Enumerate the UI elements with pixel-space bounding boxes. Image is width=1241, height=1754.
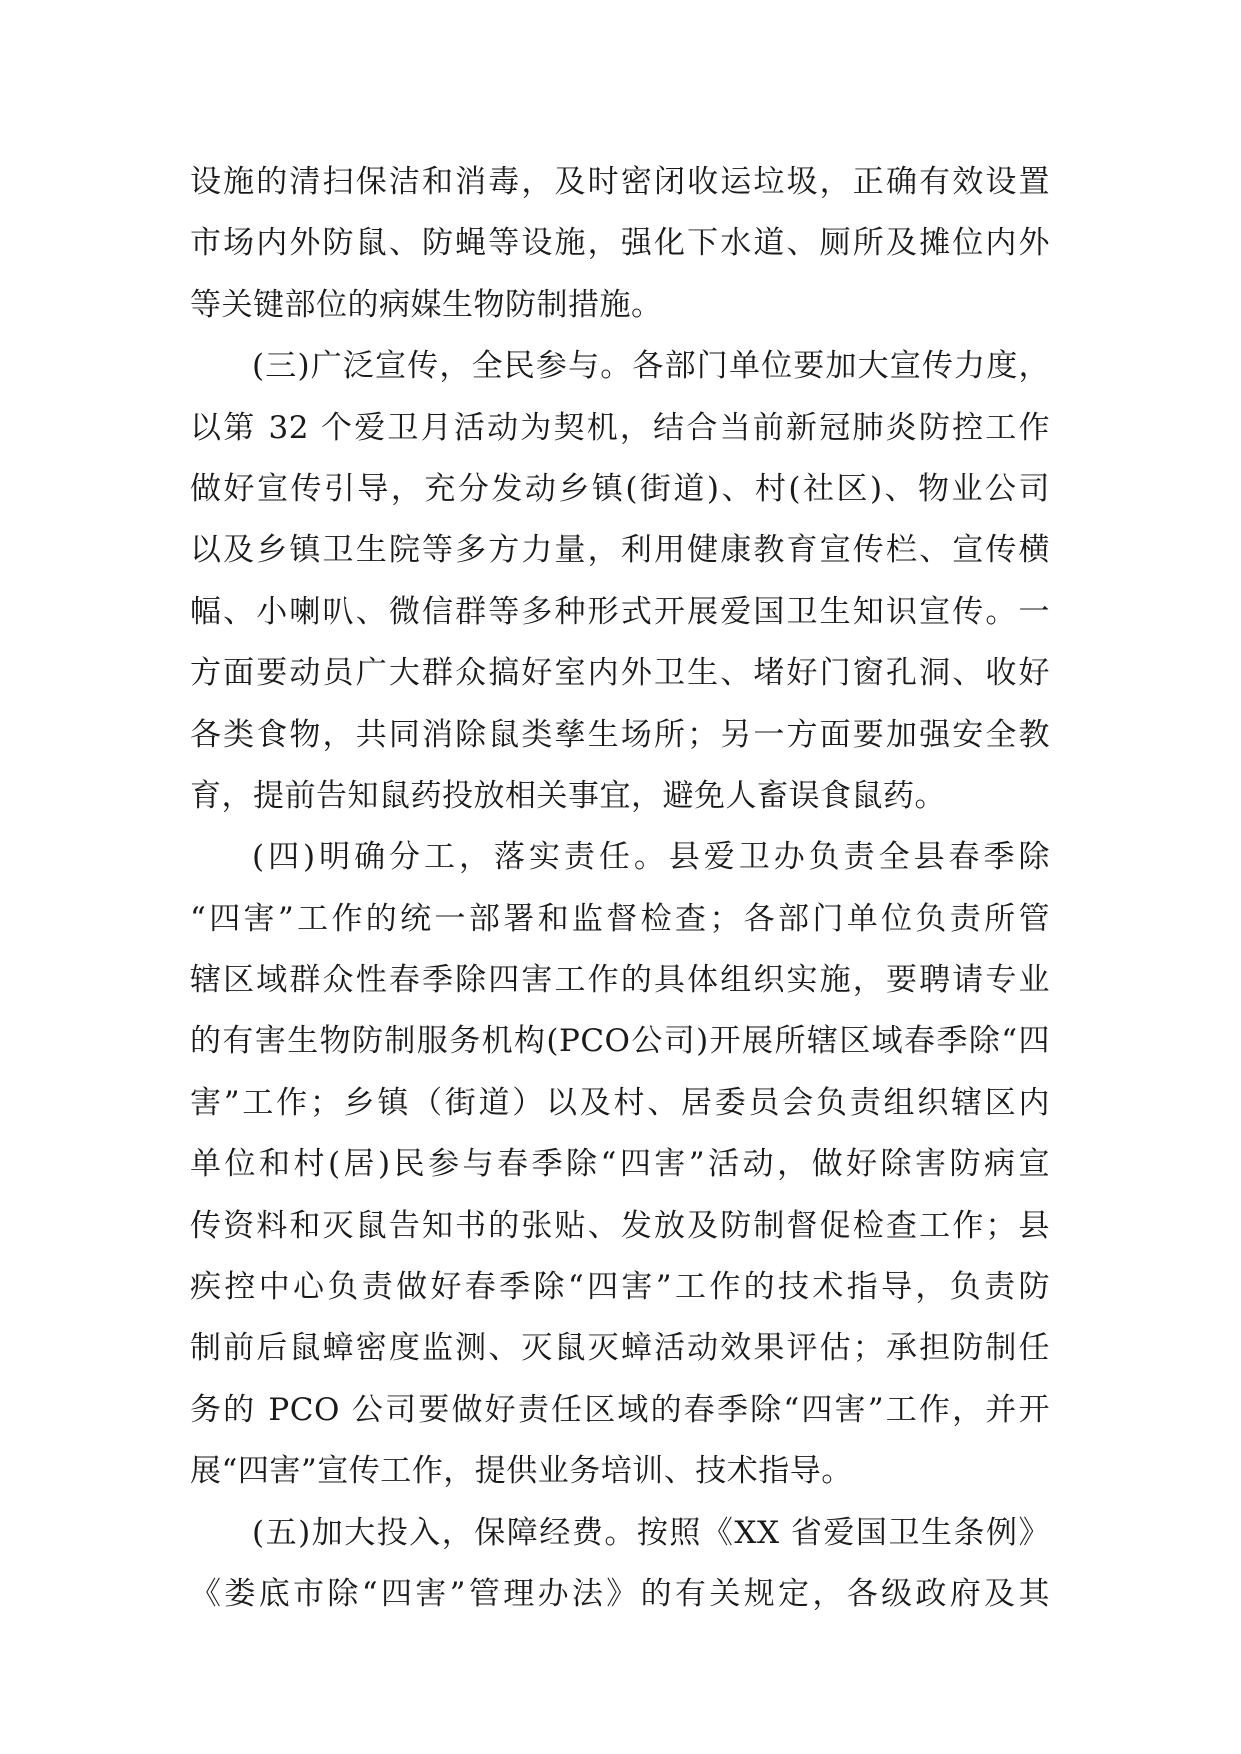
paragraph-heading-line: (四)明确分工，落实责任。县爱卫办负责全县春季除: [252, 839, 1050, 876]
text-line: 辖区域群众性春季除四害工作的具体组织实施，要聘请专业: [190, 962, 1050, 999]
text-line: 各类食物，共同消除鼠类孳生场所；另一方面要加强安全教: [190, 716, 1050, 753]
text-line: 疾控中心负责做好春季除“四害”工作的技术指导，负责防: [190, 1269, 1050, 1306]
text-line: 《娄底市除“四害”管理办法》的有关规定，各级政府及其: [190, 1575, 1050, 1612]
text-line: 的有害生物防制服务机构(PCO公司)开展所辖区域春季除“四: [190, 1023, 1050, 1060]
body-text: [190, 152, 1050, 1625]
text-line: 等关键部位的病媒生物防制措施。: [190, 286, 663, 323]
text-line: 以及乡镇卫生院等多方力量，利用健康教育宣传栏、宣传横: [190, 532, 1050, 569]
text-line: 幅、小喇叭、微信群等多种形式开展爱国卫生知识宣传。一: [190, 593, 1050, 630]
text-line: 育，提前告知鼠药投放相关事宜，避免人畜误食鼠药。: [190, 777, 946, 814]
text-line: 以第 32 个爱卫月活动为契机，结合当前新冠肺炎防控工作: [190, 409, 1050, 446]
text-line: 做好宣传引导，充分发动乡镇(街道)、村(社区)、物业公司: [190, 470, 1050, 507]
text-line: 展“四害”宣传工作，提供业务培训、技术指导。: [190, 1453, 853, 1490]
text-line: 方面要动员广大群众搞好室内外卫生、堵好门窗孔洞、收好: [190, 655, 1050, 692]
text-line: “四害”工作的统一部署和监督检查；各部门单位负责所管: [190, 900, 1050, 937]
text-line: 务的 PCO 公司要做好责任区域的春季除“四害”工作，并开: [190, 1391, 1050, 1428]
text-line: 制前后鼠蟑密度监测、灭鼠灭蟑活动效果评估；承担防制任: [190, 1330, 1050, 1367]
text-line: 单位和村(居)民参与春季除“四害”活动，做好除害防病宣: [190, 1146, 1050, 1183]
text-line: 害”工作；乡镇（街道）以及村、居委员会负责组织辖区内: [190, 1084, 1050, 1121]
text-line: 市场内外防鼠、防蝇等设施，强化下水道、厕所及摊位内外: [190, 225, 1050, 262]
paragraph-heading-line: (五)加大投入，保障经费。按照《XX 省爱国卫生条例》: [252, 1514, 1050, 1551]
paragraph-heading-line: (三)广泛宣传，全民参与。各部门单位要加大宣传力度，: [252, 348, 1050, 385]
text-line: 传资料和灭鼠告知书的张贴、发放及防制督促检查工作；县: [190, 1207, 1050, 1244]
text-line: 设施的清扫保洁和消毒，及时密闭收运垃圾，正确有效设置: [190, 164, 1050, 200]
